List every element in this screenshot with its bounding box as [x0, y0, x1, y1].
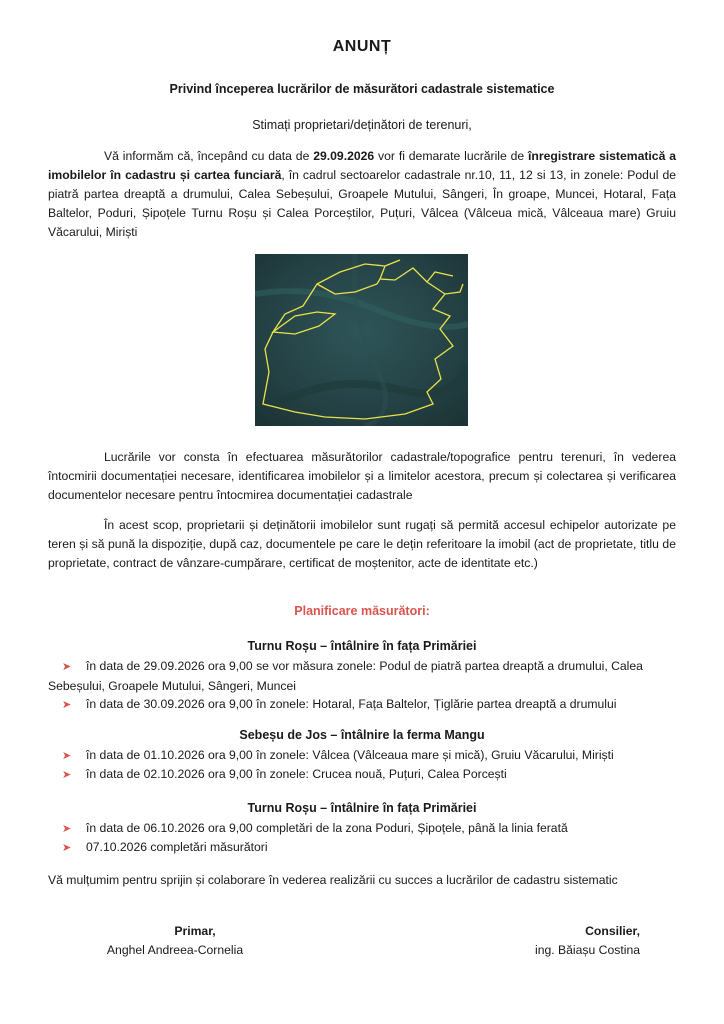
arrow-bullet-icon: ➤ — [62, 842, 72, 854]
arrow-bullet-icon: ➤ — [62, 823, 72, 835]
schedule-item — [48, 838, 678, 858]
schedule-item — [48, 765, 678, 785]
schedule-item — [48, 695, 678, 715]
page-title: ANUNȚ — [332, 38, 392, 55]
intro-text-2: vor fi demarate lucrările de — [374, 149, 529, 163]
intro-paragraph — [48, 147, 676, 242]
arrow-bullet-icon: ➤ — [62, 661, 72, 673]
schedule-item — [48, 657, 678, 696]
intro-text-3: , în cadrul sectoarelor cadastrale nr.10, 11, 12 si 13, in zonele: Podul de piatră partea dreaptă a drumului, Calea Sebeșului, Groapele Mutului, Sângeri, În groape, Muncei, Hotaral, Fața Baltelor, Poduri, Șipoțele Turnu Roșu și Calea Porceștilor, Puțuri, Vâlcea (Vâlceua mică, Vâlceaua mare) Gruiu Văcarului, Miriști — [48, 168, 677, 239]
schedule-item-text: 07.10.2026 completări măsurători — [86, 840, 268, 854]
schedule-item-text: în data de 29.09.2026 ora 9,00 se vor măsura zonele: Podul de piatră partea dreaptă a drumului, Calea Sebeșului, Groapele Mutului, Sângeri, Muncei — [48, 659, 643, 693]
access-paragraph — [48, 516, 676, 573]
signature-mayor — [80, 924, 270, 957]
signature-role: Consilier, — [585, 924, 640, 938]
section-title-2: Sebeșu de Jos – întâlnire la ferma Mangu — [239, 728, 485, 742]
planning-title: Planificare măsurători: — [294, 604, 430, 618]
section-title-3: Turnu Roșu – întâlnire în fața Primăriei — [247, 801, 477, 815]
schedule-item — [48, 819, 678, 839]
intro-start-date: 29.09.2026 — [313, 149, 375, 163]
signature-counselor — [460, 924, 640, 957]
schedule-item-text: în data de 01.10.2026 ora 9,00 în zonele: Vâlcea (Vâlceaua mare și mică), Gruiu Văcarului, Miriști — [86, 748, 614, 762]
intro-text-1: Vă informăm că, începând cu data de — [104, 149, 314, 163]
thanks-text: Vă mulțumim pentru sprijin și colaborare în vederea realizării cu succes a lucrărilor de cadastru sistematic — [48, 873, 618, 887]
intro-bold-phrase: înregistrare sistematică a imobilelor în cadastru și cartea funciară — [48, 149, 676, 182]
schedule-item-text: în data de 02.10.2026 ora 9,00 în zonele: Crucea nouă, Puțuri, Calea Porcești — [86, 767, 507, 781]
works-paragraph — [48, 448, 676, 505]
arrow-bullet-icon: ➤ — [62, 750, 72, 762]
arrow-bullet-icon: ➤ — [62, 769, 72, 781]
access-text: În acest scop, proprietarii și deținătorii imobilelor sunt rugați să permită accesul echipelor autorizate pe teren și să pună la dispoziție, după caz, documentele pe care le dețin referitoare la imobil (act de proprietate, titlu de proprietate, contract de vânzare-cumpărare, certificat de moștenitor, acte de identitate etc.) — [48, 518, 676, 570]
page-subtitle: Privind începerea lucrărilor de măsurători cadastrale sistematice — [169, 82, 555, 96]
arrow-bullet-icon: ➤ — [62, 699, 72, 711]
schedule-item-text: în data de 06.10.2026 ora 9,00 completări de la zona Poduri, Șipoțele, până la linia ferată — [86, 821, 568, 835]
schedule-item — [48, 746, 678, 766]
works-text: Lucrările vor consta în efectuarea măsurătorilor cadastrale/topografice pentru terenuri, în vederea întocmirii documentației necesare, identificarea imobilelor și a limitelor acestora, precum și colectarea și verificarea documentelor necesare pentru întocmirea documentației cadastrale — [48, 450, 676, 502]
section-title-1: Turnu Roșu – întâlnire în fața Primăriei — [247, 639, 477, 653]
signature-role: Primar, — [174, 924, 216, 938]
cadastral-map-image — [255, 254, 468, 426]
greeting: Stimați proprietari/deținători de terenuri, — [252, 118, 472, 132]
signature-name: Anghel Andreea-Cornelia — [106, 943, 244, 957]
schedule-item-text: în data de 30.09.2026 ora 9,00 în zonele: Hotaral, Fața Baltelor, Țiglărie partea dreaptă a drumului — [86, 697, 617, 711]
signature-name: ing. Băiașu Costina — [534, 943, 640, 957]
